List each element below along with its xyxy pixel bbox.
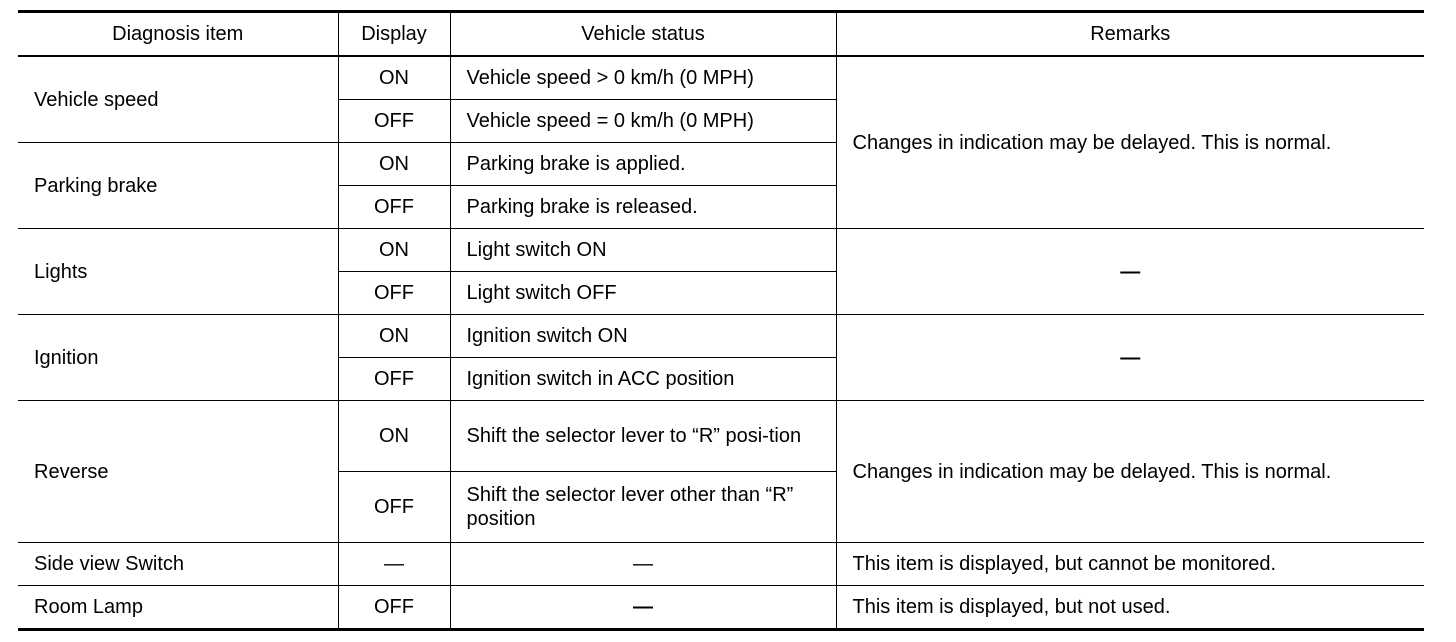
table-row [18, 586, 1424, 630]
display-value: ON [338, 143, 450, 186]
display-value: ON [338, 401, 450, 472]
status-value: Vehicle speed > 0 km/h (0 MPH) [450, 56, 836, 100]
item-side-view-switch: Side view Switch [18, 543, 338, 586]
header-remarks: Remarks [836, 12, 1424, 57]
item-reverse: Reverse [18, 401, 338, 543]
remark-ignition: — [836, 315, 1424, 401]
display-value: ON [338, 315, 450, 358]
table-row [18, 543, 1424, 586]
table-row [18, 229, 1424, 272]
display-value: OFF [338, 100, 450, 143]
display-value: OFF [338, 358, 450, 401]
item-parking-brake: Parking brake [18, 143, 338, 229]
remark-reverse: Changes in indication may be delayed. This is normal. [836, 401, 1424, 543]
display-value: OFF [338, 272, 450, 315]
item-room-lamp: Room Lamp [18, 586, 338, 630]
remark-room-lamp: This item is displayed, but not used. [836, 586, 1424, 630]
status-value: Ignition switch ON [450, 315, 836, 358]
status-value: Light switch ON [450, 229, 836, 272]
table-row [18, 315, 1424, 358]
status-value: Shift the selector lever to “R” posi-tion [450, 401, 836, 472]
header-display: Display [338, 12, 450, 57]
status-value: Parking brake is released. [450, 186, 836, 229]
item-lights: Lights [18, 229, 338, 315]
status-value: Ignition switch in ACC position [450, 358, 836, 401]
header-row [18, 12, 1424, 57]
status-value: — [450, 586, 836, 630]
display-value: OFF [338, 586, 450, 630]
display-value: OFF [338, 186, 450, 229]
item-ignition: Ignition [18, 315, 338, 401]
diagnosis-table-container [18, 10, 1424, 631]
status-value: Light switch OFF [450, 272, 836, 315]
status-value: Shift the selector lever other than “R” position [450, 472, 836, 543]
item-vehicle-speed: Vehicle speed [18, 56, 338, 143]
display-value: — [338, 543, 450, 586]
status-value: Parking brake is applied. [450, 143, 836, 186]
header-diagnosis-item: Diagnosis item [18, 12, 338, 57]
table-row [18, 56, 1424, 100]
display-value: OFF [338, 472, 450, 543]
diagnosis-table [18, 10, 1424, 631]
remark-side-view: This item is displayed, but cannot be monitored. [836, 543, 1424, 586]
remark-speed-brake: Changes in indication may be delayed. This is normal. [836, 56, 1424, 229]
display-value: ON [338, 56, 450, 100]
display-value: ON [338, 229, 450, 272]
header-vehicle-status: Vehicle status [450, 12, 836, 57]
status-value: — [450, 543, 836, 586]
table-row [18, 401, 1424, 472]
remark-lights: — [836, 229, 1424, 315]
status-value: Vehicle speed = 0 km/h (0 MPH) [450, 100, 836, 143]
